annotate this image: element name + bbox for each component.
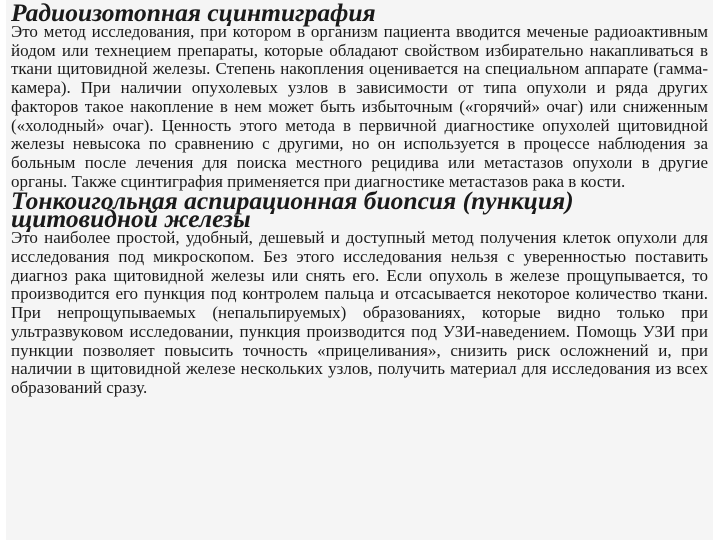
section-heading-scintigraphy: Радиоизотопная сцинтиграфия (11, 0, 376, 27)
section-text-biopsy: Это наиболее простой, удобный, дешевый и доступный метод получения клеток опухоли для исследования под микроскопом. Без этого исследования нельзя с уверенностью поставить диагноз рака щитовидной железы или снять его. Если опухоль в железе прощупывается, то производится его пункция под контролем пальца и отсасывается некоторое количество ткани. При непрощупываемых (непальпируемых) образованиях, которые видно только при ультразвуковом исследовании, пункция производится под УЗИ-наведением. Помощь УЗИ при пункции позволяет повысить точность «прицеливания», снизить риск осложнений и, при наличии в щитовидной железе нескольких узлов, получить материал для исследования из всех образований сразу. (11, 228, 708, 397)
document-content (11, 0, 708, 398)
section-heading-biopsy: Тонкоигольная аспирационная биопсия (пункция) щитовидной железы (11, 185, 574, 234)
section-text-scintigraphy: Это метод исследования, при котором в организм пациента вводится меченые радиоактивным йодом или технецием препараты, которые обладают свойством избирательно накапливаться в ткани щитовидной железы. Степень накопления оценивается на специальном аппарате (гамма-камера). При наличии опухолевых узлов в зависимости от типа опухоли и ряда других факторов такое накопление в нем может быть избыточным («горячий» очаг) или сниженным («холодный» очаг). Ценность этого метода в первичной диагностике опухолей щитовидной железы невысока по сравнению с другими, но он используется в процессе наблюдения за больным после лечения для поиска местного рецидива или метастазов опухоли в другие органы. Также сцинтиграфия применяется при диагностике метастазов рака в кости. (11, 21, 708, 191)
document-page (6, 0, 713, 540)
